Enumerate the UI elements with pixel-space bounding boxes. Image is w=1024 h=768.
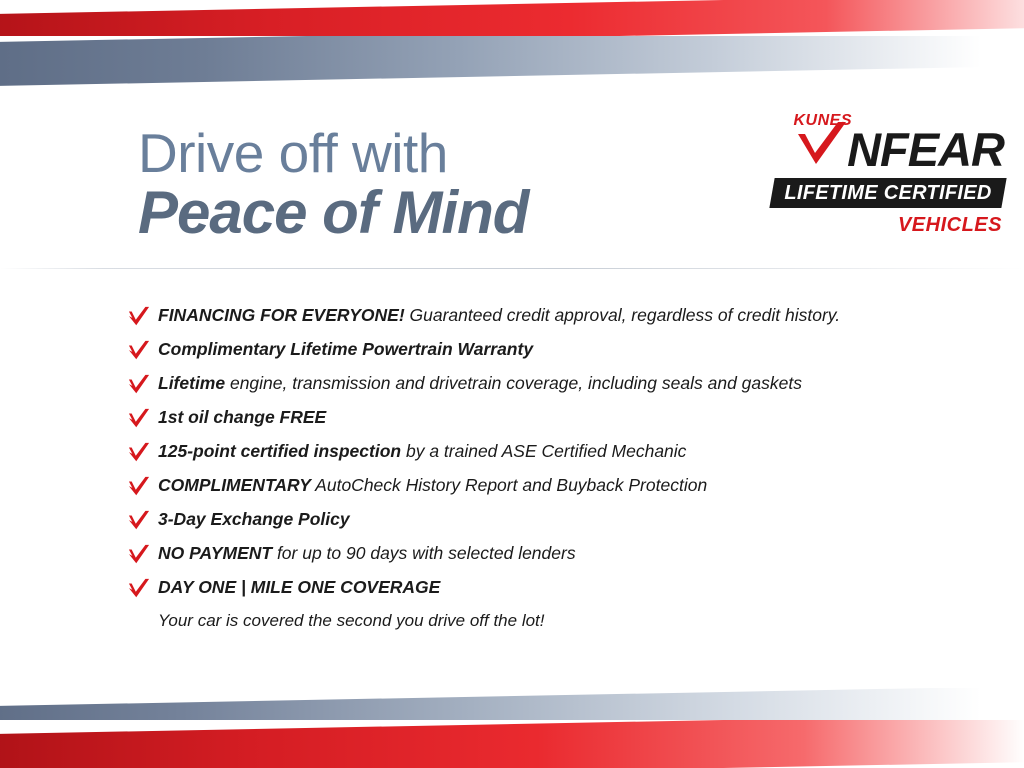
list-item-text (158, 441, 686, 462)
benefits-list (128, 305, 928, 631)
list-item-bold: COMPLIMENTARY (158, 475, 311, 495)
list-item-bold: 125-point certified inspection (158, 441, 402, 461)
list-item-text (158, 339, 533, 360)
check-mark-icon (128, 544, 150, 566)
list-item (128, 305, 928, 328)
list-item-rest: by a trained ASE Certified Mechanic (401, 441, 687, 461)
list-item (128, 373, 928, 396)
check-mark-icon (128, 578, 150, 600)
list-item-text (158, 543, 576, 564)
check-mark-icon (128, 408, 150, 430)
list-item (128, 407, 928, 430)
list-item-rest: engine, transmission and drivetrain coverage, including seals and gaskets (225, 373, 802, 393)
divider (0, 268, 1024, 269)
check-mark-icon (128, 374, 150, 396)
list-item-subtext: Your car is covered the second you drive off the lot! (158, 611, 545, 630)
top-grey-banner (0, 36, 1024, 88)
headline-line-2: Peace of Mind (138, 179, 529, 246)
list-item-rest: for up to 90 days with selected lenders (272, 543, 576, 563)
list-item-block (158, 577, 440, 598)
logo-bar-text: LIFETIME CERTIFIED (784, 182, 992, 204)
list-item-bold: Complimentary Lifetime Powertrain Warranty (158, 339, 534, 359)
check-mark-icon (128, 510, 150, 532)
logo-word-no: N (847, 123, 881, 176)
logo-word-fear: FEAR (880, 123, 1004, 176)
list-item (128, 577, 928, 600)
list-item-text (158, 577, 440, 598)
list-item (128, 543, 928, 566)
list-item-text (158, 475, 707, 496)
list-item-text (158, 509, 350, 530)
list-item-rest: AutoCheck History Report and Buyback Protection (310, 475, 708, 495)
check-mark-icon (128, 306, 150, 328)
list-item-bold: NO PAYMENT (158, 543, 273, 563)
list-item-bold: 3-Day Exchange Policy (158, 509, 350, 529)
list-item (128, 339, 928, 362)
logo-brand-text: KUNES (793, 112, 852, 129)
top-red-banner (0, 0, 1024, 36)
list-item (128, 475, 928, 498)
bottom-red-banner (0, 720, 1024, 768)
check-mark-icon (794, 120, 850, 176)
kunes-no-fear-logo (766, 104, 1004, 246)
logo-vehicles-text: VEHICLES (897, 214, 1002, 236)
page-title (138, 124, 758, 246)
check-mark-icon (128, 340, 150, 362)
list-item-bold: FINANCING FOR EVERYONE! (158, 305, 405, 325)
headline-line-1: Drive off with (138, 122, 448, 184)
list-item (128, 441, 928, 464)
list-item-rest: Guaranteed credit approval, regardless of credit history. (404, 305, 841, 325)
check-mark-icon (128, 442, 150, 464)
list-item (128, 509, 928, 532)
list-item-bold: Lifetime (158, 373, 226, 393)
list-item-text (158, 305, 840, 326)
list-item-bold: 1st oil change FREE (158, 407, 327, 427)
bottom-grey-banner (0, 688, 1024, 724)
list-item-text (158, 373, 802, 394)
list-item-text (158, 407, 326, 428)
list-item-bold: DAY ONE | MILE ONE COVERAGE (158, 577, 441, 597)
check-mark-icon (128, 476, 150, 498)
